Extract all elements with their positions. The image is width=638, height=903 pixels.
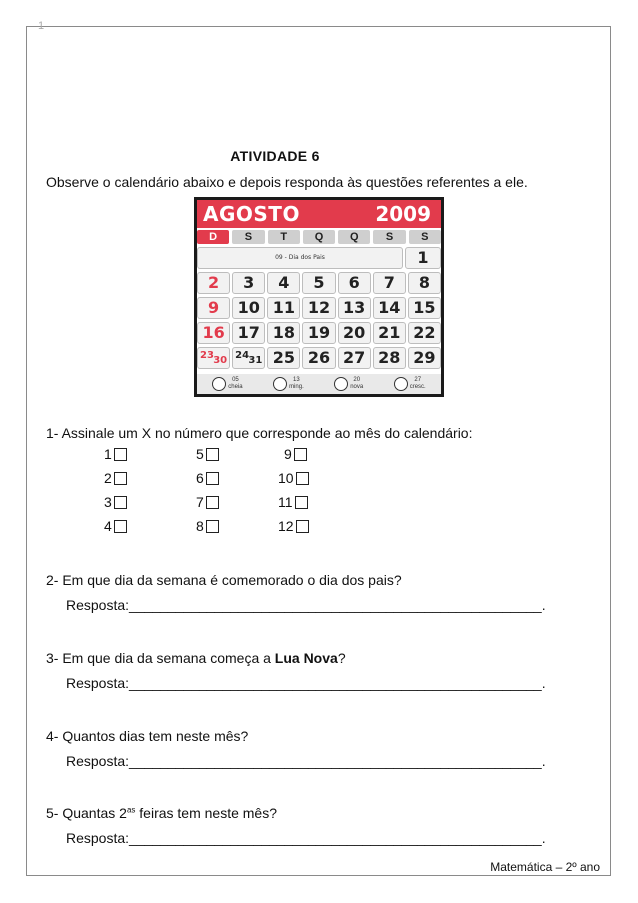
moon-day: 20 [353,377,361,383]
checkbox[interactable] [206,448,219,461]
calendar-day-split [232,347,265,369]
weekday: S [373,230,405,244]
calendar-day: 5 [302,272,335,294]
calendar-day: 20 [338,322,371,344]
month-option[interactable] [196,470,219,486]
question-3-prefix: 3- Em que dia da semana começa a [46,650,275,666]
moon-phase [394,377,426,391]
waxing-moon-icon [394,377,408,391]
moon-phase-label [410,377,426,391]
calendar-day: 8 [408,272,441,294]
month-option-number: 12 [278,518,294,534]
moon-phase-name: nova [350,384,364,390]
checkbox[interactable] [114,472,127,485]
full-moon-icon [212,377,226,391]
question-5 [46,805,277,821]
month-option-number: 7 [196,494,204,510]
calendar-day: 11 [267,297,300,319]
moon-day: 27 [414,377,422,383]
month-option-number: 4 [104,518,112,534]
calendar-day: 26 [302,347,335,369]
checkbox[interactable] [114,448,127,461]
month-options [46,446,346,546]
moon-phase-name: cresc. [409,384,426,390]
page-corner-mark: 1 [38,20,45,32]
calendar-day: 19 [302,322,335,344]
checkbox[interactable] [295,496,308,509]
moon-phase [273,377,304,391]
calendar-day: 25 [267,347,300,369]
calendar-week-1 [197,247,441,269]
moon-phase-name: ming. [289,384,304,390]
checkbox[interactable] [206,472,219,485]
moon-phase [334,377,363,391]
calendar-day: 18 [267,322,300,344]
month-option-number: 3 [104,494,112,510]
checkbox[interactable] [114,520,127,533]
month-option[interactable] [284,446,307,462]
calendar-day: 22 [408,322,441,344]
question-3-suffix: ? [337,650,346,666]
calendar-day: 13 [338,297,371,319]
calendar-day: 27 [338,347,371,369]
question-5-prefix: 5- Quantas 2 [46,805,127,821]
moon-day: 13 [293,377,300,383]
month-option-number: 11 [278,494,293,510]
calendar-day: 24 [235,350,250,361]
calendar-week-2 [197,272,441,294]
question-5-sup: as [126,805,136,815]
checkbox[interactable] [296,520,309,533]
checkbox[interactable] [114,496,127,509]
calendar-day: 1 [405,247,441,269]
month-option[interactable] [104,518,127,534]
calendar-day: 9 [197,297,230,319]
weekday: S [232,230,264,244]
question-4: 4- Quantos dias tem neste mês? [46,728,249,744]
question-5-suffix: feiras tem neste mês? [135,805,278,821]
activity-title [0,148,638,164]
month-option-number: 1 [104,446,112,462]
calendar-day: 7 [373,272,406,294]
calendar-day: 12 [302,297,335,319]
moon-phase-label [350,377,363,391]
calendar-month: AGOSTO [203,202,300,226]
calendar-day: 4 [267,272,300,294]
activity-title-text: ATIVIDADE 6 [230,148,320,164]
calendar-day: 23 [200,350,214,361]
moon-phase-name: cheia [228,384,243,390]
month-option[interactable] [104,446,127,462]
weekday: D [197,230,229,244]
month-option-number: 10 [278,470,294,486]
calendar-day: 15 [408,297,441,319]
answer-line-5[interactable]: Resposta:_____________________________________________________. [66,830,546,846]
calendar-header [197,200,441,228]
moon-day: 05 [232,377,239,383]
moon-phase [212,377,242,391]
checkbox[interactable] [206,496,219,509]
moon-phase-label [228,377,242,391]
weekday: S [409,230,441,244]
calendar-day: 10 [232,297,265,319]
calendar-day: 16 [197,322,230,344]
calendar-day: 29 [408,347,441,369]
calendar-day: 21 [373,322,406,344]
month-option-number: 8 [196,518,204,534]
month-option[interactable] [278,518,309,534]
calendar-week-4 [197,322,441,344]
calendar-week-3 [197,297,441,319]
calendar-week-5 [197,347,441,369]
intro-text: Observe o calendário abaixo e depois responda às questões referentes a ele. [46,174,528,190]
new-moon-icon [334,377,348,391]
calendar-day: 31 [248,355,263,366]
weekday: Q [303,230,335,244]
month-option[interactable] [196,494,219,510]
checkbox[interactable] [296,472,309,485]
calendar-day: 3 [232,272,265,294]
question-3 [46,650,346,666]
checkbox[interactable] [294,448,307,461]
month-option[interactable] [104,494,127,510]
month-option[interactable] [278,494,308,510]
waning-moon-icon [273,377,287,391]
answer-line-4[interactable]: Resposta:_____________________________________________________. [66,753,546,769]
calendar-day: 2 [197,272,230,294]
calendar-weekdays [197,230,441,244]
month-option[interactable] [104,470,127,486]
answer-line-3[interactable]: Resposta:_____________________________________________________. [66,675,546,691]
month-option[interactable] [196,518,219,534]
moon-phase-label [289,377,304,391]
calendar-year: 2009 [375,202,431,226]
answer-line-2[interactable]: Resposta:_____________________________________________________. [66,597,546,613]
question-1: 1- Assinale um X no número que corresponde ao mês do calendário: [46,425,473,441]
calendar-image [194,197,444,397]
footer-subject: Matemática – 2º ano [490,860,600,874]
calendar-day: 28 [373,347,406,369]
moon-phases [197,374,441,394]
month-option-number: 2 [104,470,112,486]
month-option-number: 9 [284,446,292,462]
weekday: T [268,230,300,244]
month-option-number: 6 [196,470,204,486]
calendar-day: 6 [338,272,371,294]
month-option[interactable] [196,446,219,462]
month-option-number: 5 [196,446,204,462]
question-2: 2- Em que dia da semana é comemorado o dia dos pais? [46,572,402,588]
calendar-body [197,200,441,394]
calendar-day-split [197,347,230,369]
calendar-day: 17 [232,322,265,344]
checkbox[interactable] [206,520,219,533]
question-3-bold: Lua Nova [274,650,338,666]
calendar-day: 30 [213,355,228,366]
month-option[interactable] [278,470,309,486]
calendar-day: 14 [373,297,406,319]
weekday: Q [338,230,370,244]
calendar-note: 09 - Dia dos Pais [197,247,403,269]
